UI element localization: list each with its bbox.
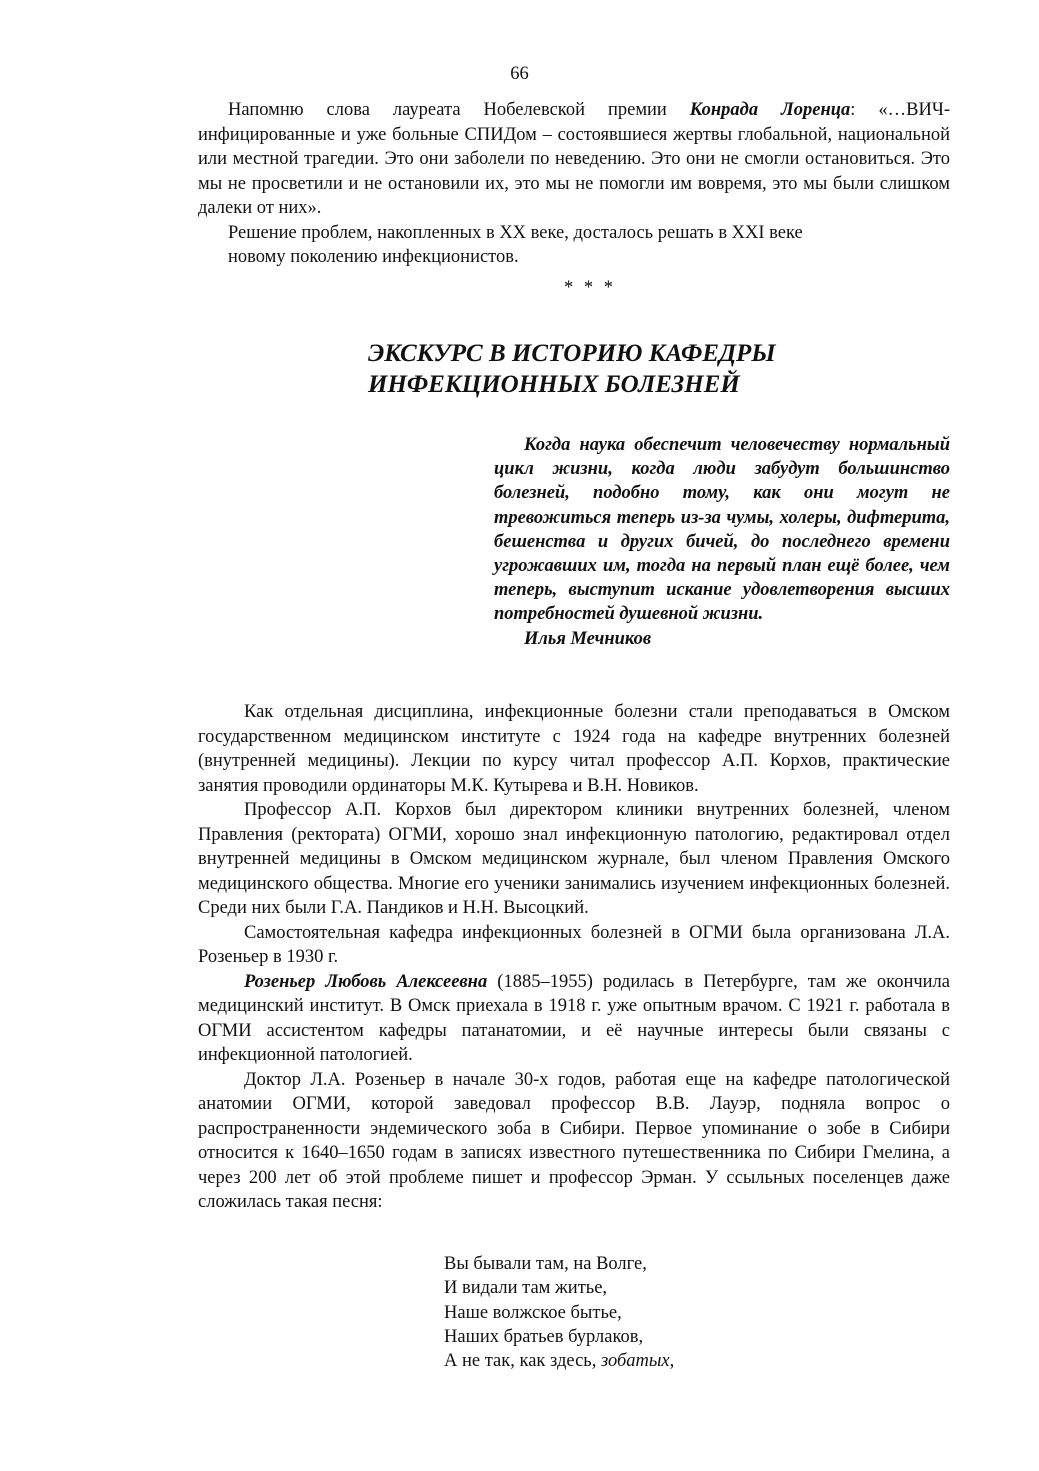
- heading-line-2: ИНФЕКЦИОННЫХ БОЛЕЗНЕЙ: [368, 371, 740, 398]
- epigraph: [494, 433, 950, 651]
- intro-xxi-line2: новому поколению инфекционистов.: [228, 247, 519, 267]
- paragraph-rozenyer: [198, 970, 950, 1068]
- poem-line-5-start: А не так, как здесь,: [444, 1351, 601, 1372]
- main-text: [198, 700, 950, 1215]
- paragraph-discipline: Как отдельная дисциплина, инфекционные болезни стали преподаваться в Омском государственном медицинском институте с 1924 года на кафедре внутренних болезней (внутренней медицины). Лекции по курсу читал профессор А.П. Корхов, практические занятия проводили ординаторы М.К. Кутырева и В.Н. Новиков.: [198, 702, 950, 796]
- intro-paragraph-xxi: [198, 221, 950, 246]
- intro-xxi-line1: Решение проблем, накопленных в XX веке, досталось решать в XXI веке: [228, 222, 803, 243]
- poem-line: Наше волжское бытье,: [444, 1302, 622, 1323]
- intro-section: [198, 98, 950, 270]
- poem-line: Вы бывали там, на Волге,: [444, 1254, 647, 1274]
- poem-line: И видали там житье,: [444, 1278, 608, 1299]
- intro-paragraph-lorenz: [198, 98, 950, 221]
- intro-text: Напомню слова лауреата Нобелевской премии: [228, 100, 690, 120]
- lorenz-quote: : «…ВИЧ-инфицированные и уже больные СПИДом – состоявшиеся жертвы глобальной, национальной или местной трагедии. Это они заболели по неведению. Это они не смогли остановиться. Это мы не просветили и не остановили их, это мы не помогли им вовремя, это мы были слишком далеки от них».: [198, 100, 950, 218]
- poem-line: [444, 1349, 674, 1373]
- rozenyer-bio: (1885–1955) родилась в Петербурге, там же окончила медицинский институт. В Омск приехала в 1918 г. уже опытным врачом. С 1921 г. работала в ОГМИ ассистентом кафедры патанатомии, и её научные интересы были связаны с инфекционной патологией.: [198, 971, 950, 1065]
- poem-line-5-end: ,: [669, 1351, 675, 1372]
- paragraph-goiter: Доктор Л.А. Розеньер в начале 30-х годов, работая еще на кафедре патологической анатомии ОГМИ, которой заведовал профессор В.В. Лауэр, подняла вопрос о распространенности эндемического зоба в Сибири. Первое упоминание о зобе в Сибири относится к 1640–1650 годам в записях известного путешественника по Сибири Гмелина, а через 200 лет об этой проблеме пишет и профессор Эрман. У ссыльных поселенцев даже сложилась такая песня:: [198, 1069, 950, 1212]
- epigraph-text: Когда наука обеспечит человечеству нормальный цикл жизни, когда люди забудут большинство болезней, подобно тому, как они могут не тревожиться теперь из-за чумы, холеры, дифтерита, бешенства и других бичей, до последнего времени угрожавших им, тогда на первый план ещё более, чем теперь, выступит искание удовлетворения высших потребностей душевной жизни.: [494, 435, 950, 625]
- rozenyer-name: Розеньер Любовь Алексеевна: [244, 971, 488, 992]
- epigraph-author: Илья Мечников: [524, 628, 652, 649]
- section-separator: * * *: [564, 278, 616, 298]
- paragraph-department: Самостоятельная кафедра инфекционных болезней в ОГМИ была организована Л.А. Розеньер в 1930 г.: [198, 922, 950, 967]
- paragraph-korkhov: Профессор А.П. Корхов был директором клиники внутренних болезней, членом Правления (ректората) ОГМИ, хорошо знал инфекционную патологию, редактировал отдел внутренней медицины в Омском медицинском журнале, был членом Правления Омского медицинского общества. Многие его ученики занимались изучением инфекционных болезней. Среди них были Г.А. Пандиков и Н.Н. Высоцкий.: [198, 800, 950, 918]
- poem-line: Наших братьев бурлаков,: [444, 1326, 644, 1347]
- intro-paragraph-xxi-cont: [198, 245, 950, 270]
- poem: [444, 1252, 674, 1373]
- lorenz-name: Конрада Лоренца: [689, 100, 851, 120]
- heading-line-1: ЭКСКУРС В ИСТОРИЮ КАФЕДРЫ: [368, 340, 776, 367]
- page-number: 66: [510, 64, 529, 84]
- section-heading: [368, 338, 968, 400]
- poem-italic-word: зобатых: [600, 1351, 670, 1372]
